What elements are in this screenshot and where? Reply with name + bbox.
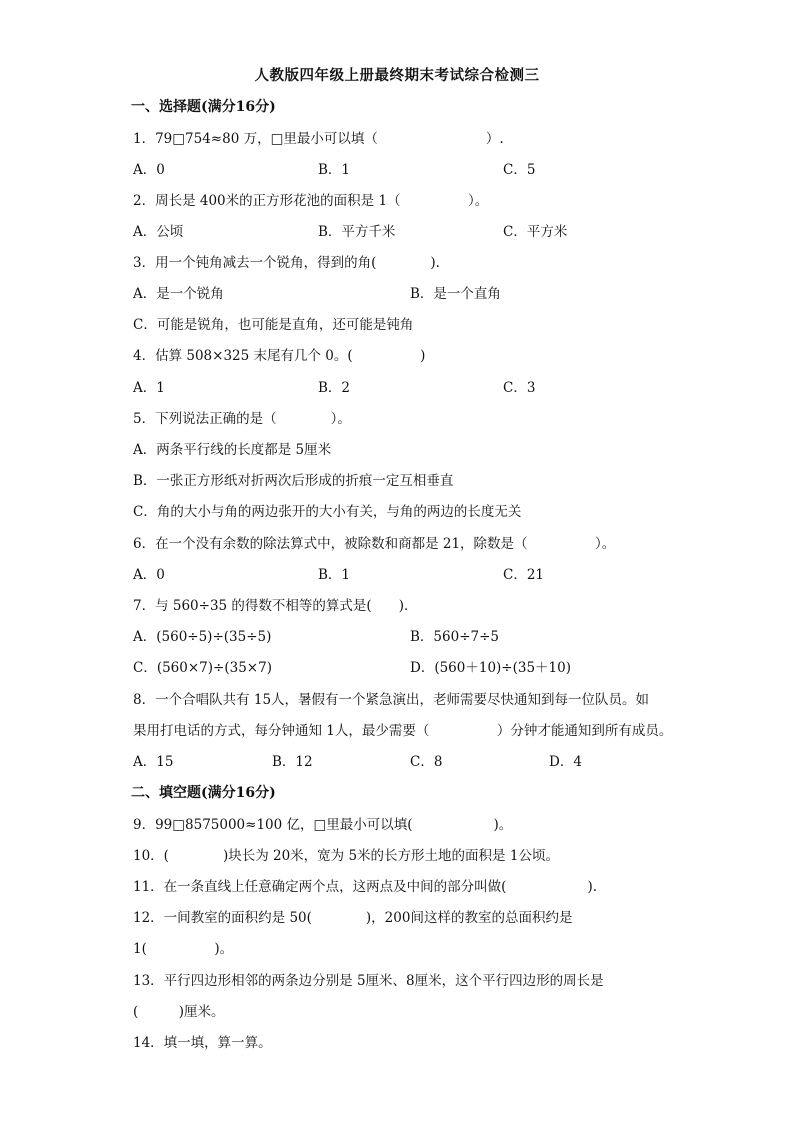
q2-option-c: C．平方米 — [503, 224, 568, 240]
q7-option-a: A．(560÷5)÷(35÷5) — [133, 629, 272, 645]
q7-option-d: D．(560＋10)÷(35＋10) — [410, 660, 572, 676]
q1-option-c: C．5 — [503, 162, 536, 178]
question-8-stem-line2: 果用打电话的方式，每分钟通知 1人，最少需要（ ）分钟才能通知到所有成员。 — [133, 723, 673, 739]
q8-option-c: C．8 — [410, 754, 443, 770]
q7-option-b: B．560÷7÷5 — [410, 629, 499, 645]
q5-option-a: A．两条平行线的长度都是 5厘米 — [133, 442, 332, 458]
q7-option-c: C．(560×7)÷(35×7) — [133, 660, 272, 676]
question-9: 9．99□8575000≈100 亿，□里最小可以填( )。 — [133, 817, 513, 833]
q4-option-c: C．3 — [503, 380, 536, 396]
question-13-line1: 13．平行四边形相邻的两条边分别是 5厘米、8厘米，这个平行四边形的周长是 — [133, 973, 604, 989]
q5-option-c: C．角的大小与角的两边张开的大小有关，与角的两边的长度无关 — [133, 504, 522, 520]
question-14: 14．填一填，算一算。 — [133, 1035, 272, 1051]
q6-option-c: C．21 — [503, 567, 545, 583]
q2-option-a: A．公顷 — [133, 224, 184, 240]
q4-option-a: A．1 — [133, 380, 165, 396]
question-11: 11．在一条直线上任意确定两个点，这两点及中间的部分叫做( ). — [133, 879, 598, 895]
question-7-stem: 7．与 560÷35 的得数不相等的算式是( )． — [133, 598, 418, 614]
q6-option-a: A．0 — [133, 567, 165, 583]
q1-option-a: A．0 — [133, 162, 165, 178]
q5-option-b: B．一张正方形纸对折两次后形成的折痕一定互相垂直 — [133, 473, 454, 489]
q8-option-a: A．15 — [133, 754, 174, 770]
question-1-stem: 1．79□754≈80 万，□里最小可以填（ ）. — [133, 131, 504, 147]
q3-option-c: C．可能是锐角，也可能是直角，还可能是钝角 — [133, 317, 414, 333]
question-6-stem: 6．在一个没有余数的除法算式中，被除数和商都是 21，除数是（ ）。 — [133, 536, 616, 552]
question-13-line2: ( )厘米。 — [133, 1004, 225, 1020]
q8-option-b: B．12 — [272, 754, 313, 770]
q2-option-b: B．平方千米 — [318, 224, 396, 240]
question-8-stem-line1: 8．一个合唱队共有 15人，暑假有一个紧急演出，老师需要尽快通知到每一位队员。如 — [133, 692, 650, 708]
page-title: 人教版四年级上册最终期末考试综合检测三 — [254, 67, 540, 84]
q1-option-b: B．1 — [318, 162, 351, 178]
question-2-stem: 2．周长是 400米的正方形花池的面积是 1（ ）。 — [133, 193, 489, 209]
question-12-line1: 12．一间教室的面积约是 50( )，200间这样的教室的总面积约是 — [133, 910, 573, 926]
question-12-line2: 1( )。 — [133, 941, 234, 957]
q3-option-b: B．是一个直角 — [410, 286, 501, 302]
question-4-stem: 4．估算 508×325 末尾有几个 0。( ) — [133, 348, 426, 364]
q8-option-d: D．4 — [549, 754, 582, 770]
question-5-stem: 5．下列说法正确的是（ ）。 — [133, 411, 351, 427]
q3-option-a: A．是一个锐角 — [133, 286, 224, 302]
question-10: 10．( )块长为 20米，宽为 5米的长方形土地的面积是 1公顷。 — [133, 848, 559, 864]
section-heading-choice: 一、选择题(满分16分) — [131, 99, 276, 115]
question-3-stem: 3．用一个钝角减去一个锐角，得到的角( ). — [133, 255, 440, 271]
section-heading-fill: 二、填空题(满分16分) — [131, 785, 276, 801]
q4-option-b: B．2 — [318, 380, 351, 396]
q6-option-b: B．1 — [318, 567, 351, 583]
